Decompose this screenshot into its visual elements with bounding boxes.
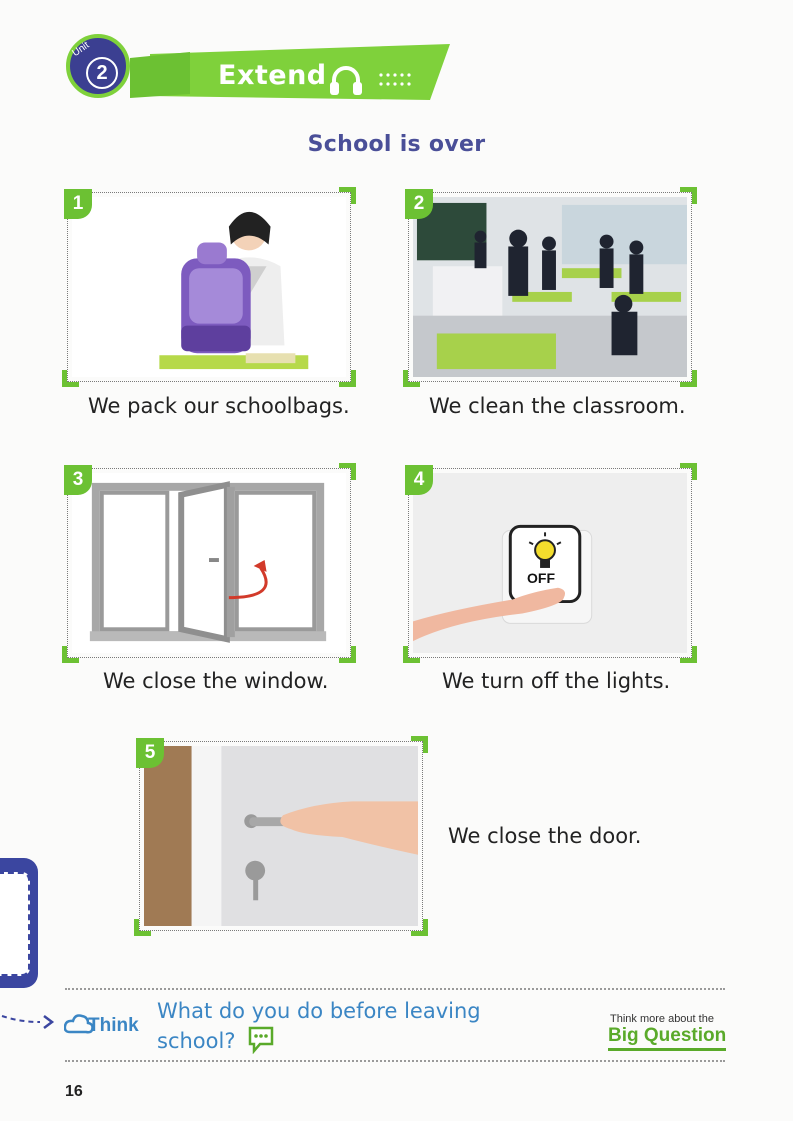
light-switch-photo (413, 473, 687, 653)
caption-1: We pack our schoolbags. (88, 394, 350, 418)
switch-off-label: OFF (527, 570, 555, 586)
think-label: Think (88, 1015, 139, 1036)
picture-frame-3 (67, 468, 351, 658)
caption-2: We clean the classroom. (429, 394, 686, 418)
window-illustration (72, 473, 346, 653)
big-question-intro: Think more about the (610, 1013, 714, 1025)
page-number: 16 (65, 1083, 83, 1100)
section-title: Extend (218, 60, 327, 91)
item-number-2: 2 (405, 189, 433, 219)
item-number-4: 4 (405, 465, 433, 495)
big-question-title: Big Question (608, 1025, 726, 1051)
picture-frame-5 (139, 741, 423, 931)
page-title: School is over (307, 132, 486, 157)
audio-dots-icon (378, 70, 412, 90)
item-number-3: 3 (64, 465, 92, 495)
item-number-5: 5 (136, 738, 164, 768)
item-number-1: 1 (64, 189, 92, 219)
headphones-icon (328, 64, 364, 96)
divider-top (65, 988, 725, 990)
divider-bottom (65, 1060, 725, 1062)
speech-bubble-icon (246, 1024, 276, 1054)
unit-label: Unit (70, 39, 92, 60)
picture-frame-2 (408, 192, 692, 382)
door-photo (144, 746, 418, 926)
classroom-photo (413, 197, 687, 377)
picture-frame-4 (408, 468, 692, 658)
unit-number: 2 (86, 57, 118, 89)
think-question: What do you do before leaving school? (157, 999, 481, 1053)
schoolbag-photo (72, 197, 346, 377)
caption-3: We close the window. (103, 669, 329, 693)
picture-frame-1 (67, 192, 351, 382)
caption-5: We close the door. (448, 824, 642, 848)
side-tab-inner (0, 872, 30, 976)
caption-4: We turn off the lights. (442, 669, 671, 693)
dashed-arrow-icon (0, 1008, 58, 1032)
